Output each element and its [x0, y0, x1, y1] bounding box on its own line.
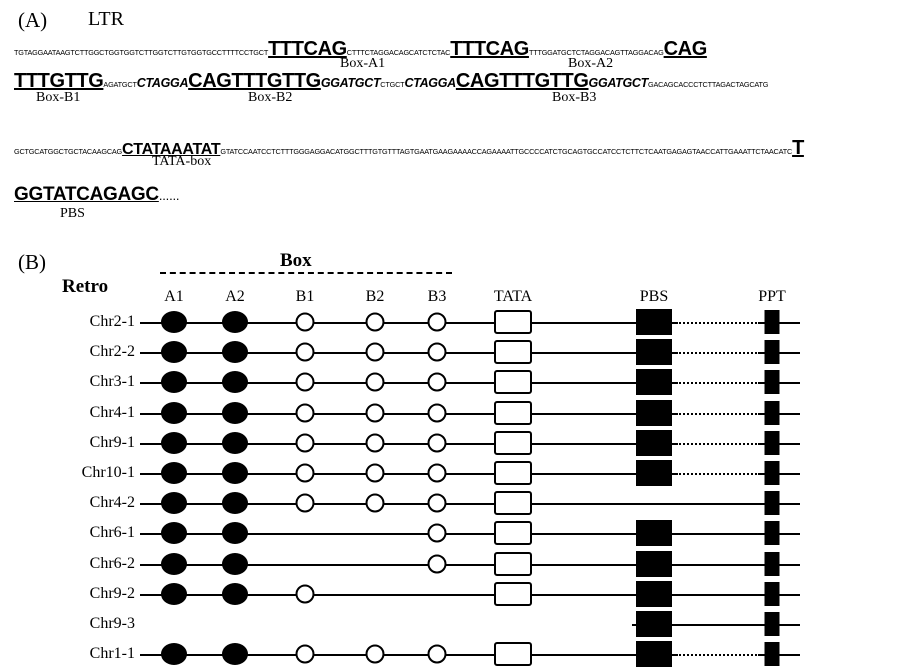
column-header-b3: B3	[427, 288, 447, 305]
panel-b	[0, 248, 903, 663]
panel-b-label: (B)	[18, 250, 46, 274]
row-label: Chr2-1	[89, 313, 135, 330]
marker-filled-rect-pbs	[636, 581, 672, 607]
marker-filled-circle-a2	[222, 462, 248, 484]
marker-filled-rect-pbs	[636, 460, 672, 486]
seq-start: TGTAGGAATAAGTCTTGGCTGGTGGTCTTGGTCTTGTGGTGCCTTTTCCTGCT	[14, 48, 269, 57]
box-b2-motif: CAGTTTGTTG	[188, 70, 321, 92]
marker-filled-circle-a1	[161, 522, 187, 544]
marker-open-rect-tata	[494, 491, 532, 515]
marker-filled-circle-a1	[161, 402, 187, 424]
pbs-motif: GGTATCAGAGC	[14, 184, 159, 205]
column-header-a1: A1	[164, 288, 184, 305]
marker-open-circle-b2	[366, 464, 385, 483]
backbone-dotted	[676, 352, 760, 354]
marker-filled-rect-ppt	[765, 401, 780, 425]
backbone-line	[140, 443, 676, 445]
row-label: Chr3-1	[89, 373, 135, 391]
marker-filled-circle-a2	[222, 492, 248, 514]
marker-open-circle-b3	[428, 373, 447, 392]
box-group-title: Box	[280, 250, 312, 271]
marker-filled-circle-a1	[161, 432, 187, 454]
marker-filled-rect-ppt	[765, 521, 780, 545]
marker-filled-circle-a1	[161, 462, 187, 484]
sequence-row-2	[14, 70, 768, 93]
backbone-line	[140, 352, 676, 354]
column-header-a2: A2	[225, 288, 245, 305]
marker-open-circle-b3	[428, 494, 447, 513]
backbone-dotted	[676, 443, 760, 445]
marker-open-circle-b2	[366, 645, 385, 664]
marker-filled-circle-a1	[161, 311, 187, 333]
box-b2-label: Box-B2	[248, 90, 293, 105]
marker-open-circle-b2	[366, 343, 385, 362]
row-label: Chr1-1	[89, 645, 135, 663]
column-header-ppt: PPT	[758, 288, 786, 305]
marker-filled-circle-a1	[161, 492, 187, 514]
marker-open-circle-b3	[428, 645, 447, 664]
marker-open-rect-tata	[494, 310, 532, 334]
row-label: Chr4-1	[89, 403, 135, 421]
marker-filled-circle-a2	[222, 402, 248, 424]
marker-filled-rect-pbs	[636, 520, 672, 546]
marker-filled-rect-pbs	[636, 400, 672, 426]
box-a2-label: Box-A2	[568, 56, 614, 71]
backbone-line	[140, 413, 676, 415]
backbone-line	[140, 322, 676, 324]
box-b3-motif: CAGTTTGTTG	[455, 70, 589, 92]
marker-open-circle-b2	[366, 313, 385, 332]
marker-open-circle-b1	[296, 433, 315, 452]
marker-filled-rect-pbs	[636, 430, 672, 456]
box-a1-label: Box-A1	[340, 56, 386, 71]
backbone-line	[140, 654, 676, 656]
marker-open-circle-b1	[296, 584, 315, 603]
column-header-b1: B1	[295, 288, 315, 305]
marker-open-rect-tata	[494, 552, 532, 576]
marker-filled-circle-a1	[161, 643, 187, 665]
column-header-pbs: PBS	[639, 288, 669, 305]
box-b1-motif: TTTGTTG	[14, 70, 104, 92]
seq-b2-flank: CTGCT	[380, 80, 405, 89]
retro-column-header: Retro	[62, 276, 109, 297]
marker-filled-circle-a1	[161, 553, 187, 575]
row-label: Chr2-2	[89, 343, 135, 361]
marker-open-rect-tata	[494, 401, 532, 425]
t-nucleotide: T	[792, 137, 804, 159]
marker-open-circle-b2	[366, 373, 385, 392]
marker-open-rect-tata	[494, 431, 532, 455]
marker-filled-circle-a2	[222, 643, 248, 665]
marker-filled-rect-ppt	[765, 431, 780, 455]
marker-open-rect-tata	[494, 461, 532, 485]
marker-open-circle-b1	[296, 464, 315, 483]
tata-box-motif: CTATAAATAT	[122, 141, 221, 158]
marker-open-rect-tata	[494, 582, 532, 606]
marker-open-rect-tata	[494, 642, 532, 666]
marker-filled-circle-a2	[222, 553, 248, 575]
marker-filled-rect-ppt	[765, 642, 780, 666]
marker-open-circle-b1	[296, 403, 315, 422]
seq-pre-tata: GCTGCATGGCTGCTACAAGCAG	[14, 147, 123, 156]
marker-filled-circle-a2	[222, 311, 248, 333]
marker-open-circle-b3	[428, 403, 447, 422]
marker-open-circle-b3	[428, 433, 447, 452]
box-a2-motif: TTTCAG	[450, 38, 529, 60]
marker-filled-circle-a1	[161, 371, 187, 393]
seq-b1-flank: AGATGCT	[103, 80, 137, 89]
backbone-dotted	[676, 473, 760, 475]
pbs-ellipsis: ......	[158, 188, 180, 203]
row-label: Chr9-1	[89, 433, 135, 451]
cag-motif: CAG	[663, 38, 707, 60]
marker-open-circle-b1	[296, 494, 315, 513]
sequence-row-4	[14, 184, 179, 206]
box-a1-motif: TTTCAG	[268, 38, 347, 60]
seq-ital-3: CTAGGA	[404, 76, 456, 90]
seq-ital-4: GGATGCT	[588, 76, 648, 90]
marker-open-circle-b3	[428, 343, 447, 362]
marker-filled-rect-pbs	[636, 551, 672, 577]
marker-filled-circle-a2	[222, 522, 248, 544]
pbs-label: PBS	[60, 206, 85, 221]
marker-filled-rect-ppt	[765, 340, 780, 364]
row-label: Chr6-1	[89, 524, 135, 542]
seq-b3-flank: GACAGCACCCTCTTAGACTAGCATG	[648, 80, 769, 89]
marker-filled-rect-pbs	[636, 369, 672, 395]
marker-filled-circle-a1	[161, 341, 187, 363]
marker-open-circle-b1	[296, 343, 315, 362]
marker-open-circle-b3	[428, 313, 447, 332]
marker-filled-circle-a2	[222, 371, 248, 393]
backbone-dotted	[676, 322, 760, 324]
backbone-line	[140, 473, 676, 475]
box-group-divider	[160, 272, 452, 274]
seq-mid-1: CTTTCTAGGACAGCATCTCTAC	[346, 48, 451, 57]
row-label: Chr9-3	[89, 615, 135, 632]
marker-open-circle-b2	[366, 403, 385, 422]
box-b1-label: Box-B1	[36, 90, 81, 105]
row-label: Chr4-2	[89, 494, 135, 512]
marker-filled-rect-ppt	[765, 491, 780, 515]
marker-filled-circle-a2	[222, 432, 248, 454]
ltr-label: LTR	[88, 8, 124, 30]
marker-open-rect-tata	[494, 370, 532, 394]
box-b3-label: Box-B3	[552, 90, 597, 105]
row-label: Chr9-2	[89, 584, 135, 602]
row-label: Chr10-1	[81, 464, 135, 481]
seq-mid-2: TTTGGATGCTCTAGGACAGTTAGGACAG	[528, 48, 664, 57]
marker-filled-rect-pbs	[636, 309, 672, 335]
tata-box-label: TATA-box	[152, 154, 212, 169]
marker-open-circle-b1	[296, 373, 315, 392]
marker-filled-rect-ppt	[765, 582, 780, 606]
column-header-b2: B2	[365, 288, 385, 305]
sequence-row-3	[14, 137, 804, 160]
marker-open-rect-tata	[494, 521, 532, 545]
marker-filled-rect-ppt	[765, 612, 780, 636]
marker-filled-rect-pbs	[636, 339, 672, 365]
marker-filled-rect-pbs	[636, 641, 672, 667]
marker-open-circle-b2	[366, 494, 385, 513]
marker-filled-rect-ppt	[765, 310, 780, 334]
marker-open-circle-b3	[428, 524, 447, 543]
backbone-dotted	[676, 382, 760, 384]
marker-filled-rect-ppt	[765, 370, 780, 394]
marker-filled-circle-a1	[161, 583, 187, 605]
marker-filled-rect-ppt	[765, 461, 780, 485]
marker-open-circle-b3	[428, 554, 447, 573]
marker-open-rect-tata	[494, 340, 532, 364]
marker-filled-rect-pbs	[636, 611, 672, 637]
seq-post-tata: GTATCCAATCCTCTTTGGGAGGACATGGCTTTGTGTTTAGTGAATGAAGAAAACCAGAAAATTGCCCCATCTGCAGTGCCATCCTCTTCTCAATGAGAGTAACCATTGAAATTCTAACATC	[220, 147, 793, 156]
marker-filled-circle-a2	[222, 583, 248, 605]
seq-ital-2: GGATGCT	[320, 76, 381, 90]
backbone-dotted	[676, 654, 760, 656]
backbone-line	[140, 382, 676, 384]
panel-a-label: (A)	[18, 8, 48, 32]
row-label: Chr6-2	[89, 554, 135, 572]
column-header-tata: TATA	[493, 288, 533, 305]
backbone-dotted	[676, 413, 760, 415]
marker-open-circle-b1	[296, 645, 315, 664]
marker-open-circle-b2	[366, 433, 385, 452]
marker-filled-circle-a2	[222, 341, 248, 363]
seq-ital-1: CTAGGA	[136, 76, 189, 90]
marker-open-circle-b3	[428, 464, 447, 483]
marker-filled-rect-ppt	[765, 552, 780, 576]
marker-open-circle-b1	[296, 313, 315, 332]
